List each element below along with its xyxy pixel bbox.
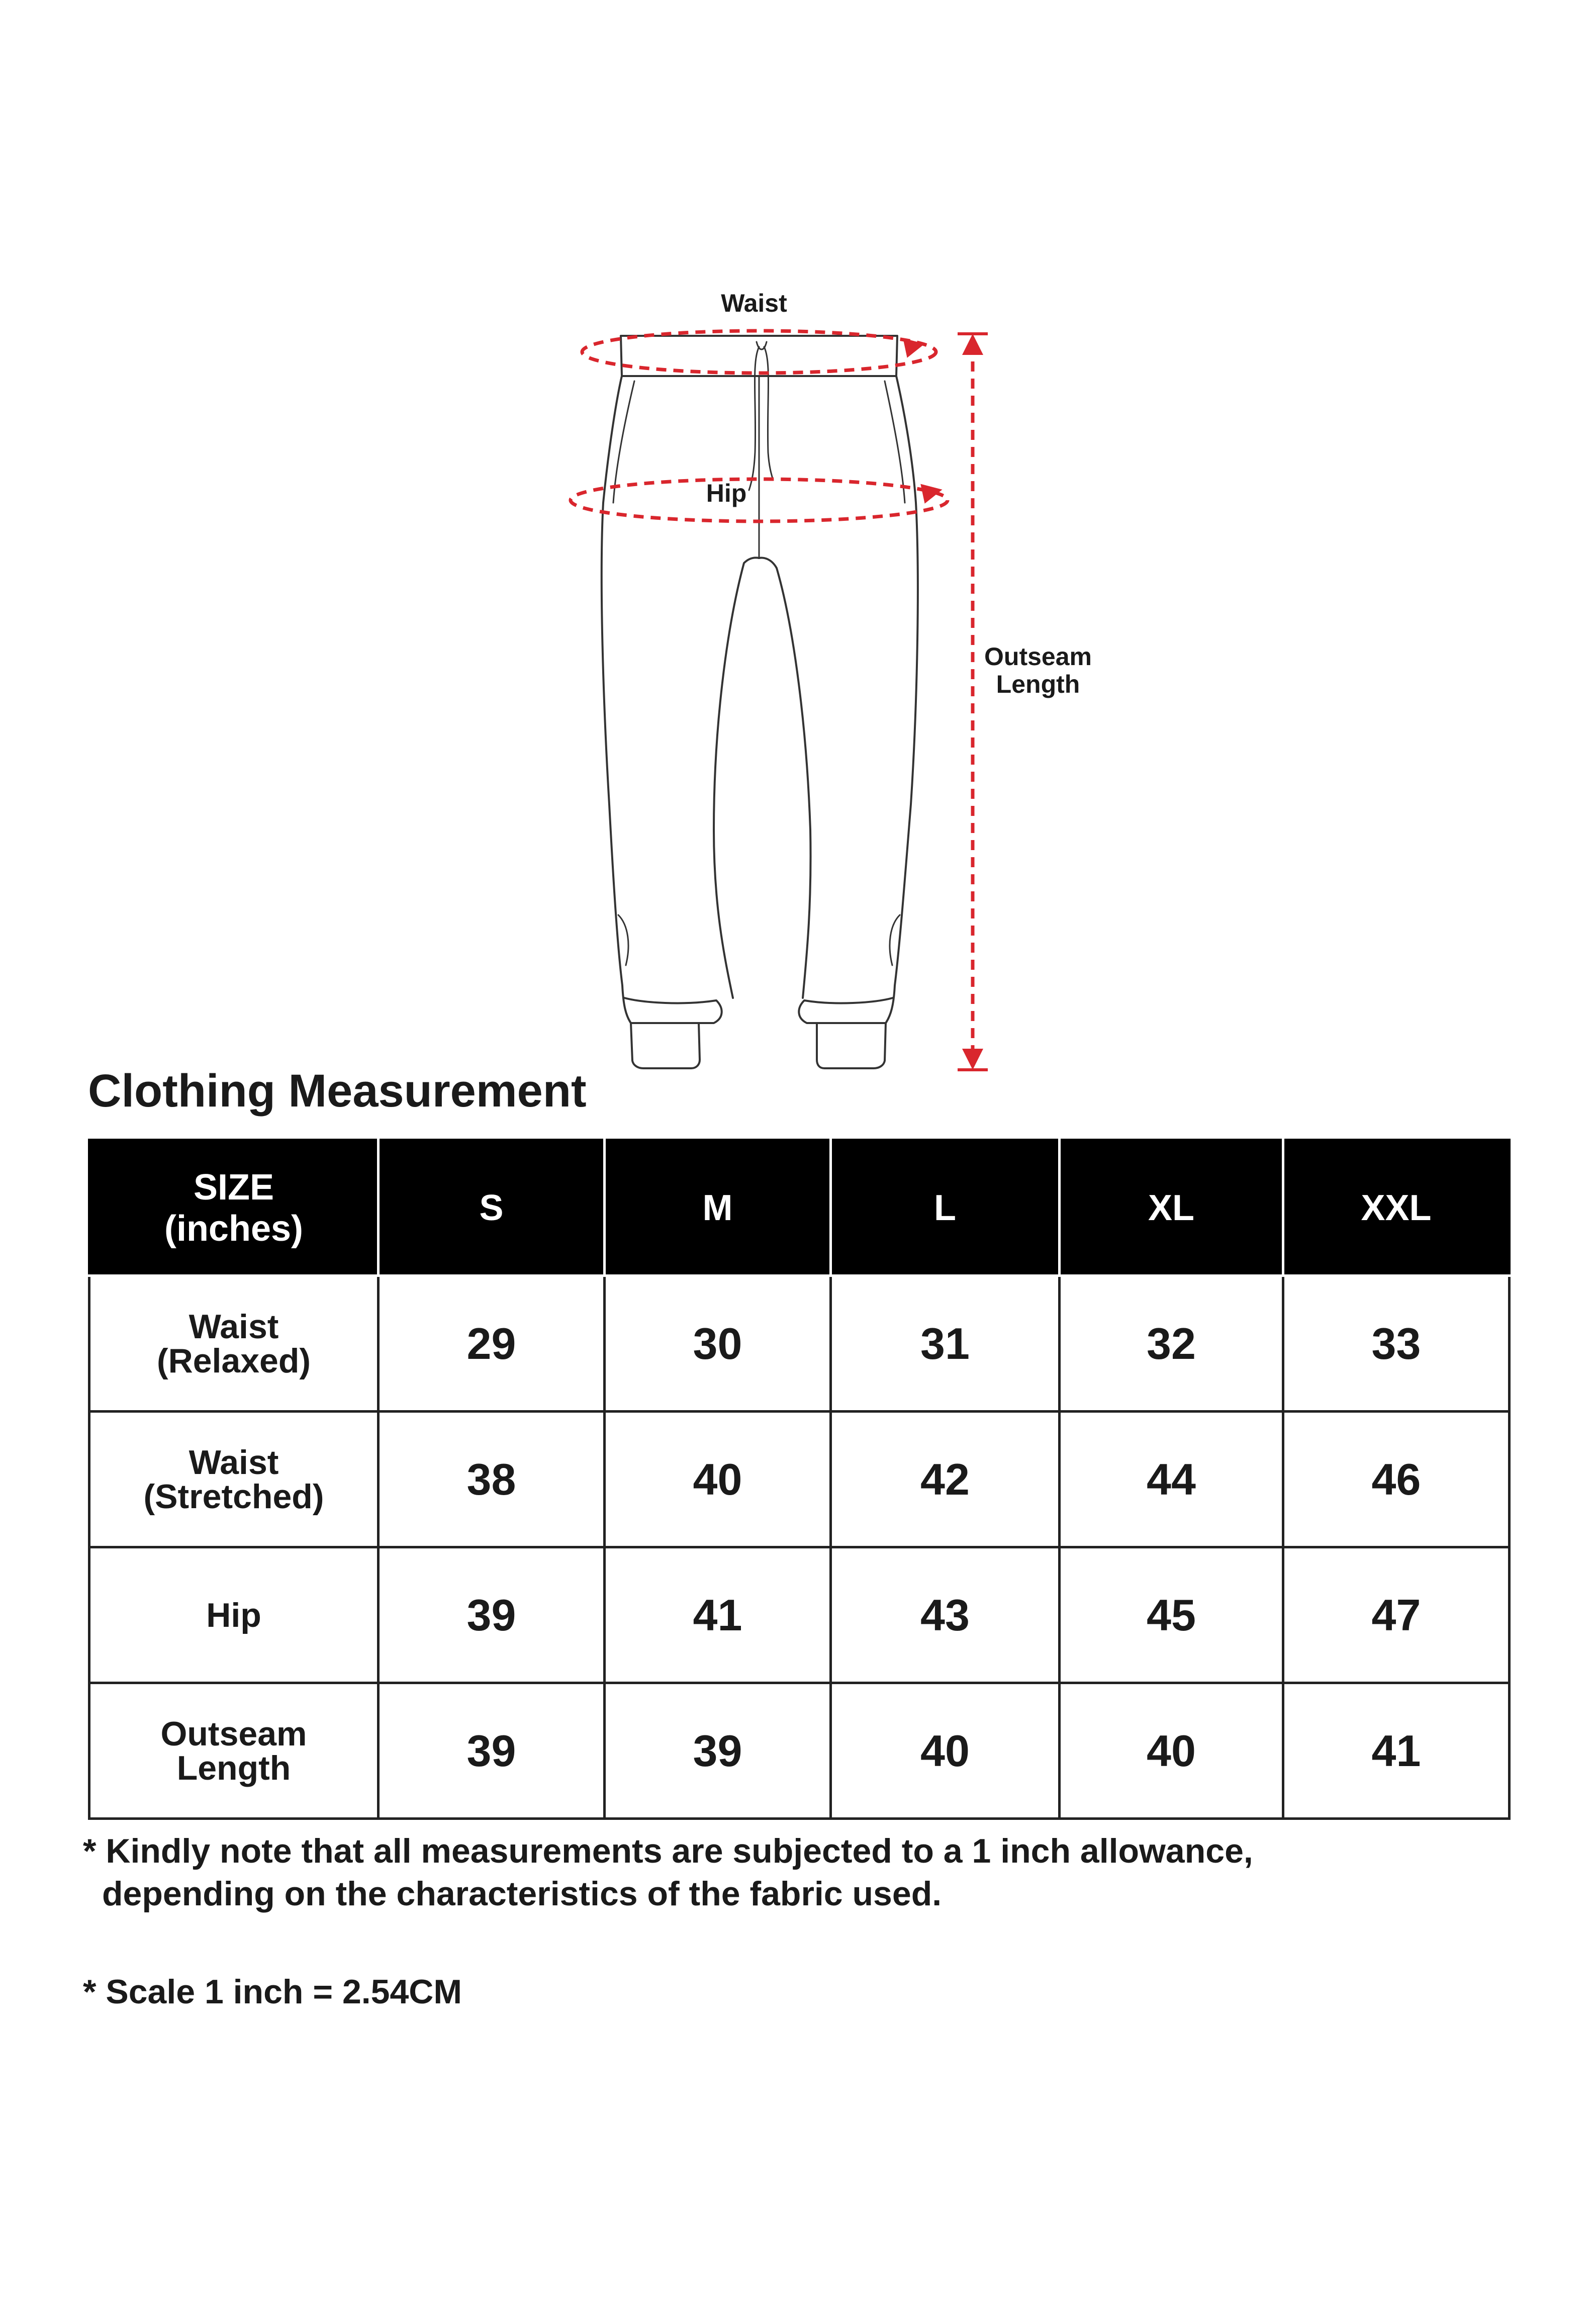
pants-illustration	[602, 336, 918, 1068]
outseam-label-line1: Outseam	[984, 642, 1092, 671]
table-row	[89, 1412, 1510, 1547]
size-col-xxl: XXL	[1283, 1140, 1510, 1276]
row-label-line2: (Relaxed)	[156, 1341, 311, 1380]
row-label	[89, 1547, 379, 1683]
row-label	[89, 1683, 379, 1819]
allowance-note-line1: * Kindly note that all measurements are subjected to a 1 inch allowance,	[83, 1832, 1253, 1870]
table-cell: 47	[1283, 1547, 1510, 1683]
size-col-s: S	[379, 1140, 605, 1276]
table-cell: 45	[1060, 1547, 1283, 1683]
hip-label: Hip	[706, 479, 747, 507]
table-cell: 40	[831, 1683, 1060, 1819]
row-label-line1: Waist	[189, 1307, 279, 1346]
table-cell: 39	[379, 1547, 605, 1683]
size-header-line1: SIZE	[193, 1167, 274, 1208]
table-cell: 42	[831, 1412, 1060, 1547]
table-cell: 29	[379, 1276, 605, 1412]
row-label-line1: Outseam	[160, 1714, 307, 1753]
table-cell: 46	[1283, 1412, 1510, 1547]
table-cell: 40	[605, 1412, 831, 1547]
waist-label: Waist	[721, 289, 787, 317]
row-label	[89, 1276, 379, 1412]
table-cell: 39	[379, 1683, 605, 1819]
size-col-m: M	[605, 1140, 831, 1276]
size-chart-table	[88, 1139, 1511, 1820]
table-cell: 33	[1283, 1276, 1510, 1412]
size-header-label	[89, 1140, 379, 1276]
table-header-row	[89, 1140, 1510, 1276]
table-cell: 40	[1060, 1683, 1283, 1819]
table-cell: 30	[605, 1276, 831, 1412]
size-header-line2: (inches)	[164, 1208, 304, 1249]
table-cell: 41	[605, 1547, 831, 1683]
row-label	[89, 1412, 379, 1547]
row-label-line1: Waist	[189, 1443, 279, 1482]
outseam-measure-line	[958, 334, 988, 1070]
allowance-note	[83, 1830, 1253, 1915]
row-label-line2: (Stretched)	[143, 1477, 324, 1516]
table-cell: 31	[831, 1276, 1060, 1412]
table-cell: 38	[379, 1412, 605, 1547]
table-cell: 39	[605, 1683, 831, 1819]
table-cell: 41	[1283, 1683, 1510, 1819]
size-col-l: L	[831, 1140, 1060, 1276]
allowance-note-line2: depending on the characteristics of the fabric used.	[102, 1875, 942, 1913]
table-row	[89, 1547, 1510, 1683]
scale-note: * Scale 1 inch = 2.54CM	[83, 1973, 462, 2011]
table-cell: 32	[1060, 1276, 1283, 1412]
outseam-label-line2: Length	[996, 670, 1080, 698]
section-title: Clothing Measurement	[88, 1065, 587, 1117]
row-label-line1: Hip	[206, 1596, 261, 1634]
table-cell: 44	[1060, 1412, 1283, 1547]
size-col-xl: XL	[1060, 1140, 1283, 1276]
table-cell: 43	[831, 1547, 1060, 1683]
table-row	[89, 1683, 1510, 1819]
waist-measure-line	[582, 331, 936, 373]
pants-measurement-diagram	[0, 0, 1596, 1106]
table-row	[89, 1276, 1510, 1412]
row-label-line2: Length	[176, 1748, 291, 1787]
